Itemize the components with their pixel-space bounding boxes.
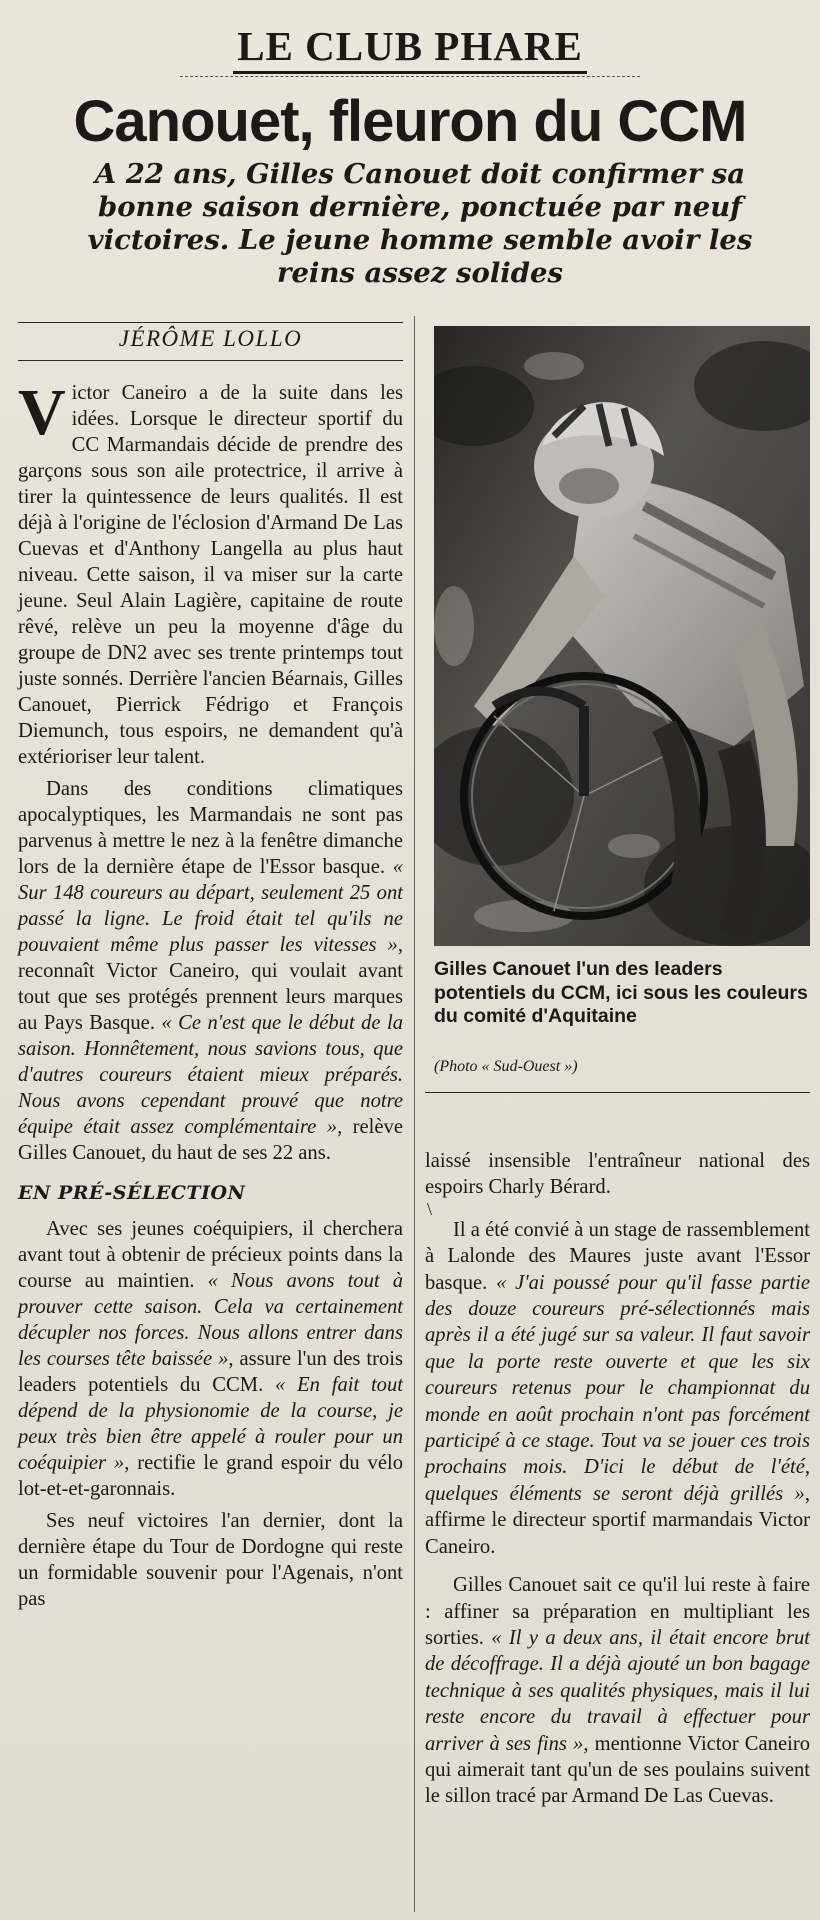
photo-caption: Gilles Canouet l'un des leaders potentiels du CCM, ici sous les couleurs du comité d'Aquitaine: [434, 958, 808, 1027]
stray-mark: \: [427, 1198, 433, 1219]
section-kicker: [0, 22, 820, 70]
paragraph-2-text-c: , relève Gilles Canouet, du haut de ses 22 ans.: [18, 1116, 403, 1164]
quote-5: « J'ai poussé pour qu'il fasse partie des douze coureurs pré-sélectionnés mais après il a été jugé sur sa valeur. Il faut savoir que la porte reste ouverte et que les six coureurs retenus pour le championnat du monde en août prochain n'ont pas forcément participé à ce stage. Tout va se jouer ces trois prochains mois. D'ici le début de l'été, quelques éléments se seront déjà grillés »: [425, 1271, 810, 1505]
paragraph-6-text-b: , mentionne Victor Caneiro qui aimerait tant qu'un de ses poulains suivent le sillon tracé par Armand De Las Cuevas.: [425, 1732, 811, 1808]
byline-rule-bottom: [18, 360, 403, 361]
paragraph-2: [18, 776, 403, 1166]
caption-rule: [425, 1092, 810, 1093]
drop-cap: V: [18, 376, 66, 449]
paragraph-3-text-c: , rectifie le grand espoir du vélo lot-et-et-garonnais.: [18, 1452, 403, 1500]
paragraph-4: Ses neuf victoires l'an dernier, dont la dernière étape du Tour de Dordogne qui reste un formidable souvenir pour l'Agenais, n'ont pas: [18, 1510, 403, 1610]
paragraph-1-text: ictor Caneiro a de la suite dans les idées. Lorsque le directeur sportif du CC Marmandais décide de prendre des garçons sous son aile protectrice, il arrive à tirer la quintessence de leurs qualités. Il est déjà à l'origine de l'éclosion d'Armand De Las Cuevas et d'Anthony Langella au plus haut niveau. Cette saison, il va miser sur la carte jeune. Seul Alain Lagière, capitaine de route rêvé, relève un peu la moyenne d'âge du groupe de DN2 avec ses trente printemps tout juste sonnés. Derrière l'ancien Béarnais, Gilles Canouet, Pierrick Fédrigo et François Diemunch, tous espoirs, ne demandent qu'à extérioriser leur talent.: [18, 382, 403, 768]
paragraph-5: [425, 1217, 810, 1560]
photo-cyclist: [434, 326, 810, 946]
article-column-left: [18, 376, 404, 1612]
section-kicker-text: LE CLUB PHARE: [233, 23, 587, 74]
kicker-rule: [180, 76, 640, 77]
quote-3: « Nous avons tout à prouver cette saison. Cela va certainement décupler nos forces. Nous allons entrer dans les courses tête baissée »: [18, 1270, 403, 1370]
byline-rule-top: [18, 322, 403, 323]
paragraph-6-text-a: Gilles Canouet sait ce qu'il lui reste à faire : affiner sa préparation en multipliant les sorties.: [425, 1574, 810, 1649]
paragraph-6: [425, 1572, 810, 1810]
paragraph-3-text-a: Avec ses jeunes coéquipiers, il cherchera avant tout à obtenir de précieux points dans la course au maintien.: [18, 1218, 403, 1292]
subhead: EN PRÉ-SÉLECTION: [18, 1182, 246, 1204]
paragraph-2-text-b: , reconnaît Victor Caneiro, qui voulait avant tout que ses protégés prennent leurs marques au Pays Basque.: [18, 934, 403, 1034]
deck: A 22 ans, Gilles Canouet doit confirmer sa bonne saison dernière, ponctuée par neuf victoires. Le jeune homme semble avoir les reins assez solides: [87, 158, 753, 289]
article-column-right: [425, 1148, 810, 1810]
byline: JÉRÔME LOLLO: [118, 326, 303, 351]
paragraph-5-text-b: , affirme le directeur sportif marmandais Victor Caneiro.: [425, 1482, 810, 1558]
column-divider: [414, 316, 415, 1912]
headline: Canouet, fleuron du CCM: [73, 89, 747, 154]
paragraph-2-text-a: Dans des conditions climatiques apocalyptiques, les Marmandais ne sont pas parvenus à mettre le nez à la fenêtre dimanche lors de la dernière étape de l'Essor basque.: [18, 778, 403, 878]
paragraph-4-continued: laissé insensible l'entraîneur national des espoirs Charly Bérard.: [425, 1150, 810, 1199]
paragraph-3-text-b: , assure l'un des trois leaders potentiels du CCM.: [18, 1348, 403, 1396]
photo-cyclist-illustration: [434, 326, 810, 946]
photo-credit: (Photo « Sud-Ouest »): [434, 1058, 578, 1075]
quote-1: « Sur 148 coureurs au départ, seulement 25 ont passé la ligne. Le froid était tel qu'ils ne pouvaient même plus passer les vitesses »: [18, 856, 404, 956]
paragraph-3: [18, 1216, 403, 1502]
quote-6: « Il y a deux ans, il était encore brut de décoffrage. Il a déjà ajouté un bon bagage technique à ses qualités physiques, mais il lui reste encore du travail à effectuer pour arriver à ses fins »: [425, 1626, 811, 1755]
paragraph-5-text-a: Il a été convié à un stage de rassemblement à Lalonde des Maures juste avant l'Essor basque.: [425, 1218, 810, 1294]
paragraph-1: [18, 376, 403, 770]
quote-2: « Ce n'est que le début de la saison. Honnêtement, nous savions tous, que d'autres coureurs étaient mieux préparés. Nous avons cependant prouvé que notre équipe était assez complémentaire »: [18, 1012, 403, 1138]
quote-4: « En fait tout dépend de la physionomie de la course, je peux très bien être appelé à rouler pour un coéquipier »: [18, 1374, 404, 1474]
